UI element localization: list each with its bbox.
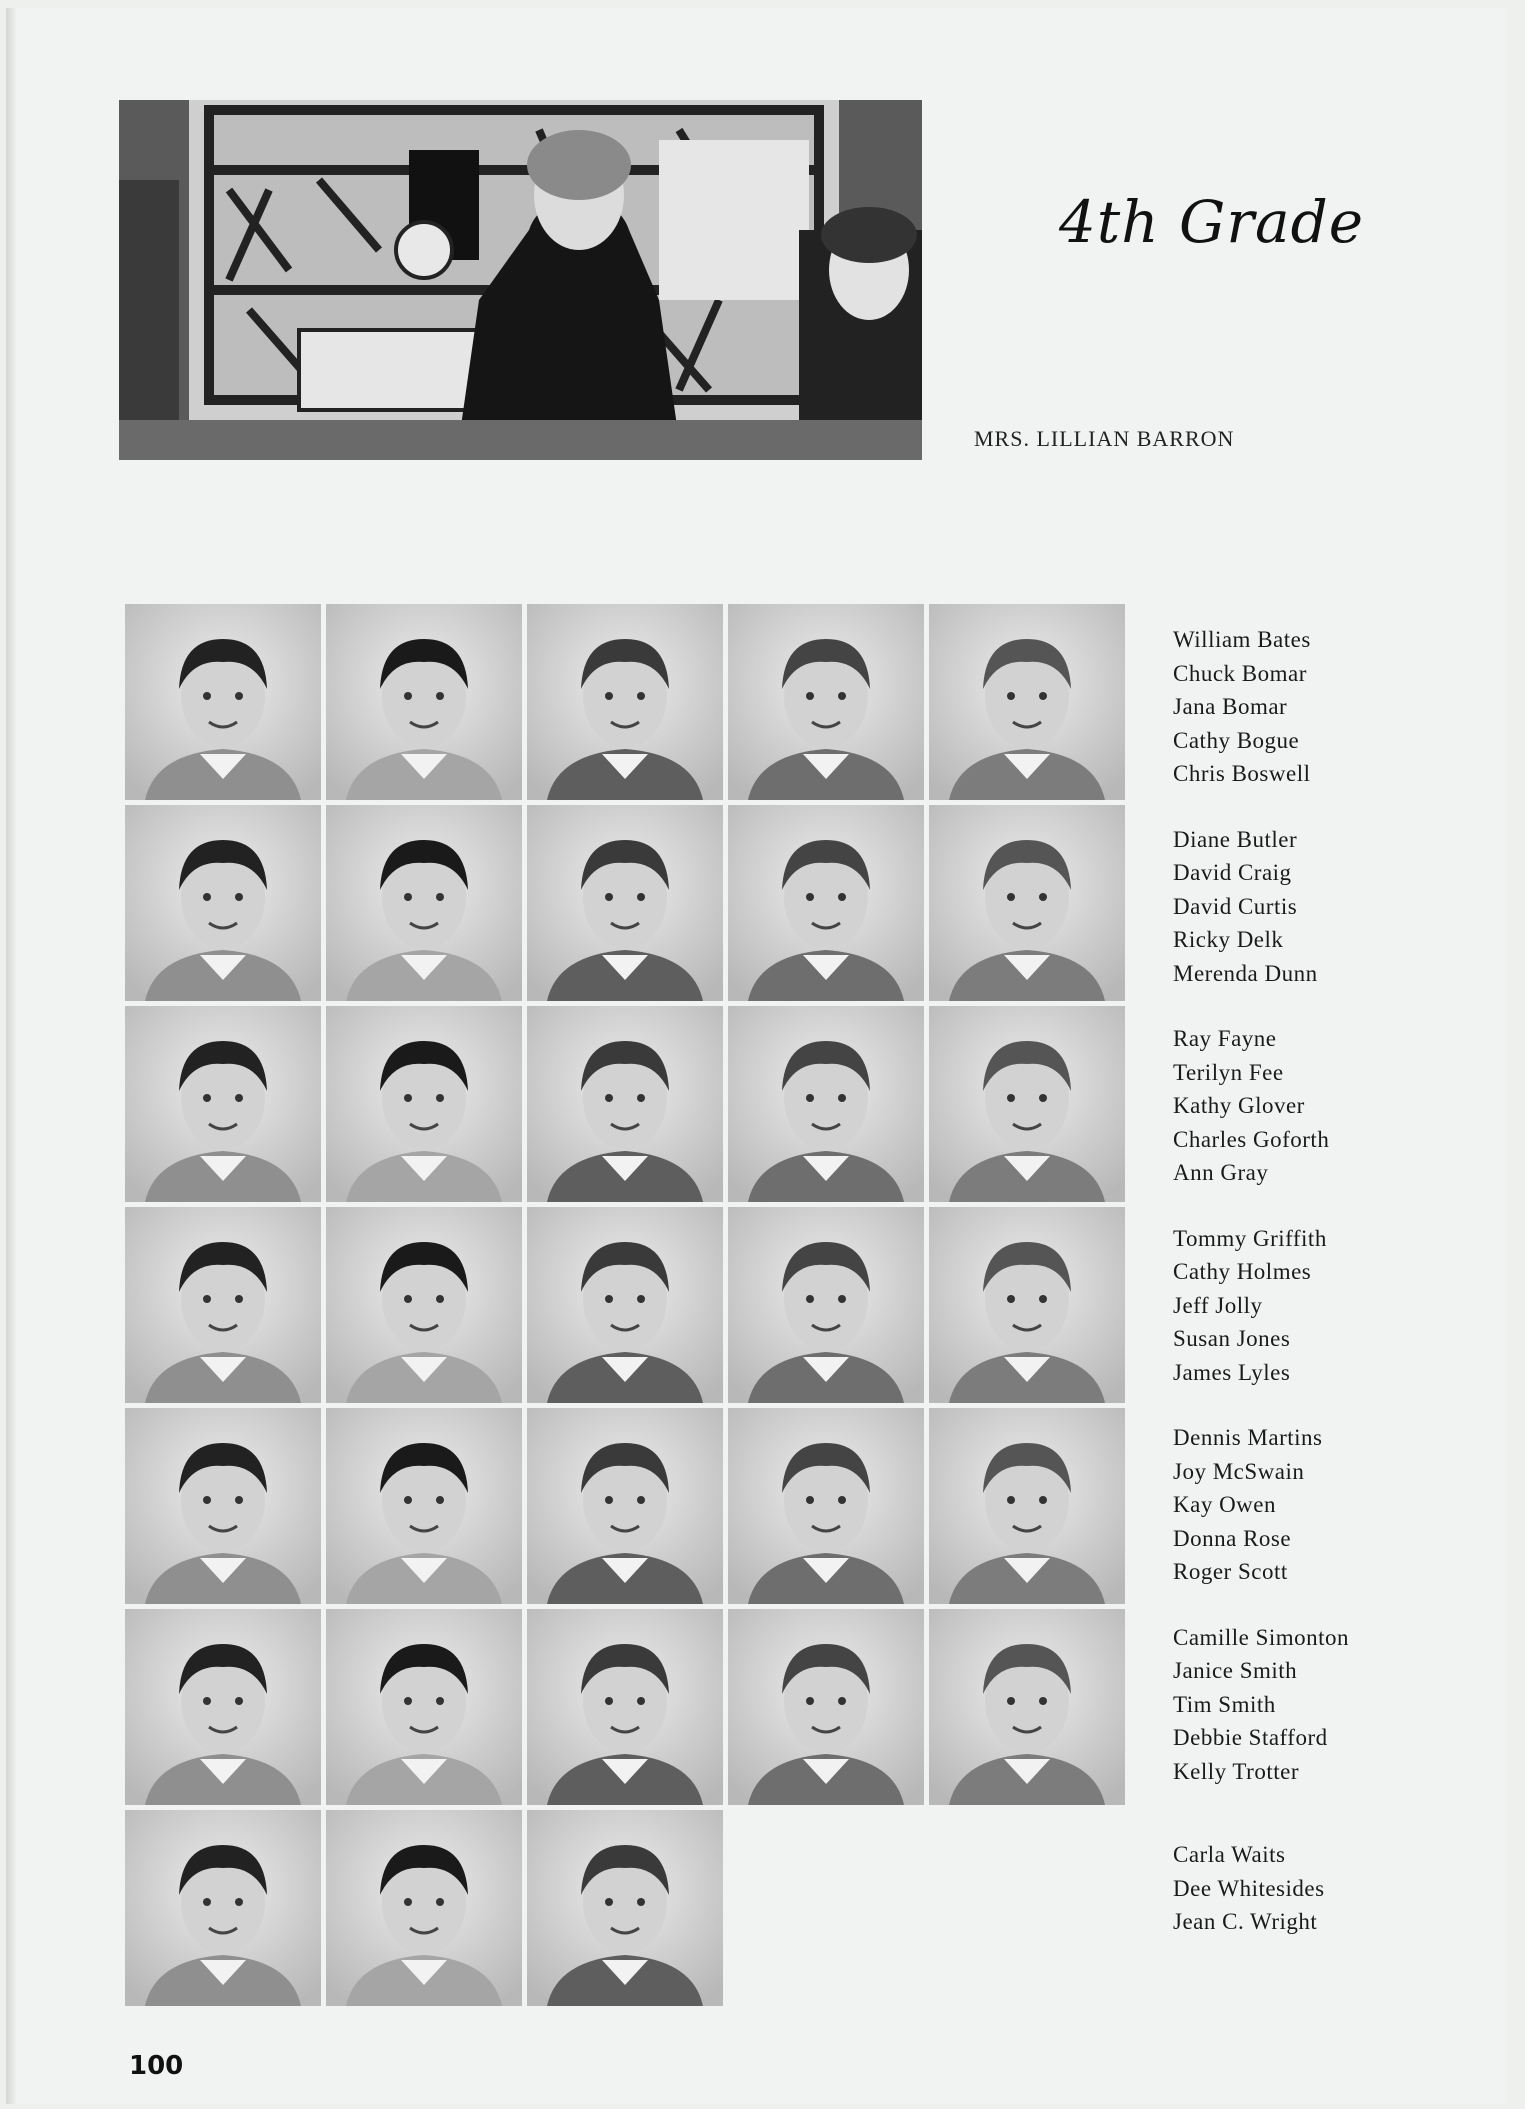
student-portrait	[728, 1207, 924, 1403]
student-name: David Curtis	[1173, 893, 1298, 919]
portrait-row	[125, 1408, 1135, 1604]
student-name: Cathy Holmes	[1173, 1259, 1312, 1284]
student-portrait	[125, 604, 321, 800]
portrait-row	[125, 1810, 1135, 2006]
student-name: Debbie Stafford	[1173, 1725, 1328, 1750]
student-portrait	[125, 1408, 321, 1604]
teacher-name: MRS. LILLIAN BARRON	[974, 426, 1235, 451]
student-portrait	[929, 1609, 1125, 1805]
student-portrait	[527, 604, 723, 800]
student-name: Donna Rose	[1173, 1525, 1292, 1551]
student-name: James Lyles	[1173, 1359, 1291, 1385]
student-name: Dee Whitesides	[1173, 1875, 1325, 1901]
student-name: Joy McSwain	[1173, 1458, 1305, 1484]
student-portrait	[326, 805, 522, 1001]
student-portrait	[326, 604, 522, 800]
name-group	[1173, 823, 1433, 991]
portrait-row	[125, 805, 1135, 1001]
student-name: Dennis Martins	[1173, 1425, 1323, 1450]
student-portrait	[326, 1006, 522, 1202]
student-portrait	[326, 1810, 522, 2006]
student-name: Kathy Glover	[1173, 1093, 1305, 1118]
student-portrait	[326, 1609, 522, 1805]
student-portrait	[326, 1207, 522, 1403]
student-portrait	[527, 1408, 723, 1604]
student-name: Jeff Jolly	[1173, 1292, 1263, 1318]
portrait-row	[125, 604, 1135, 800]
student-name: Carla Waits	[1173, 1842, 1286, 1867]
student-portrait	[728, 1006, 924, 1202]
name-group	[1173, 1621, 1433, 1789]
yearbook-page	[6, 8, 1507, 2104]
student-name: Kay Owen	[1173, 1492, 1276, 1517]
portrait-row	[125, 1006, 1135, 1202]
name-group	[1173, 1838, 1433, 1939]
student-portrait	[125, 1810, 321, 2006]
student-name: Cathy Bogue	[1173, 727, 1300, 753]
portrait-row	[125, 1207, 1135, 1403]
student-portrait	[125, 1006, 321, 1202]
student-portrait	[728, 604, 924, 800]
page-spine-shadow	[7, 8, 17, 2104]
student-name: Kelly Trotter	[1173, 1758, 1299, 1784]
student-name: Jana Bomar	[1173, 694, 1288, 719]
student-name: Ricky Delk	[1173, 927, 1284, 952]
student-portrait	[728, 805, 924, 1001]
student-name: Charles Goforth	[1173, 1126, 1330, 1152]
student-portrait	[527, 1609, 723, 1805]
portrait-row	[125, 1609, 1135, 1805]
student-name: David Craig	[1173, 860, 1292, 885]
student-portrait	[326, 1408, 522, 1604]
student-name: Merenda Dunn	[1173, 960, 1318, 986]
grade-title: 4th Grade	[1059, 188, 1365, 256]
student-portrait	[929, 1408, 1125, 1604]
name-group	[1173, 1421, 1433, 1589]
student-portrait	[527, 1207, 723, 1403]
name-group	[1173, 1222, 1433, 1390]
student-name: Chuck Bomar	[1173, 660, 1307, 686]
student-name: Tim Smith	[1173, 1691, 1276, 1717]
name-group	[1173, 1022, 1433, 1190]
teacher-classroom-photo	[119, 100, 922, 460]
student-name-list	[1173, 623, 1433, 1971]
student-portrait	[929, 604, 1125, 800]
student-portrait-grid	[125, 604, 1135, 2011]
student-portrait	[125, 1207, 321, 1403]
student-portrait	[125, 805, 321, 1001]
student-portrait	[728, 1609, 924, 1805]
student-name: William Bates	[1173, 627, 1311, 652]
student-name: Ann Gray	[1173, 1160, 1269, 1185]
student-name: Terilyn Fee	[1173, 1059, 1284, 1085]
student-name: Janice Smith	[1173, 1658, 1298, 1683]
student-portrait	[527, 805, 723, 1001]
student-name: Camille Simonton	[1173, 1624, 1350, 1650]
page-number: 100	[129, 2051, 184, 2081]
student-name: Tommy Griffith	[1173, 1225, 1327, 1251]
student-portrait	[125, 1609, 321, 1805]
student-name: Diane Butler	[1173, 826, 1298, 852]
student-name: Chris Boswell	[1173, 761, 1311, 786]
student-portrait	[728, 1408, 924, 1604]
student-portrait	[929, 1207, 1125, 1403]
student-name: Jean C. Wright	[1173, 1909, 1318, 1934]
student-name: Roger Scott	[1173, 1559, 1288, 1584]
student-portrait	[929, 805, 1125, 1001]
student-portrait	[929, 1006, 1125, 1202]
student-name: Susan Jones	[1173, 1326, 1291, 1351]
student-portrait	[527, 1810, 723, 2006]
student-name: Ray Fayne	[1173, 1026, 1277, 1051]
student-portrait	[527, 1006, 723, 1202]
name-group	[1173, 623, 1433, 791]
